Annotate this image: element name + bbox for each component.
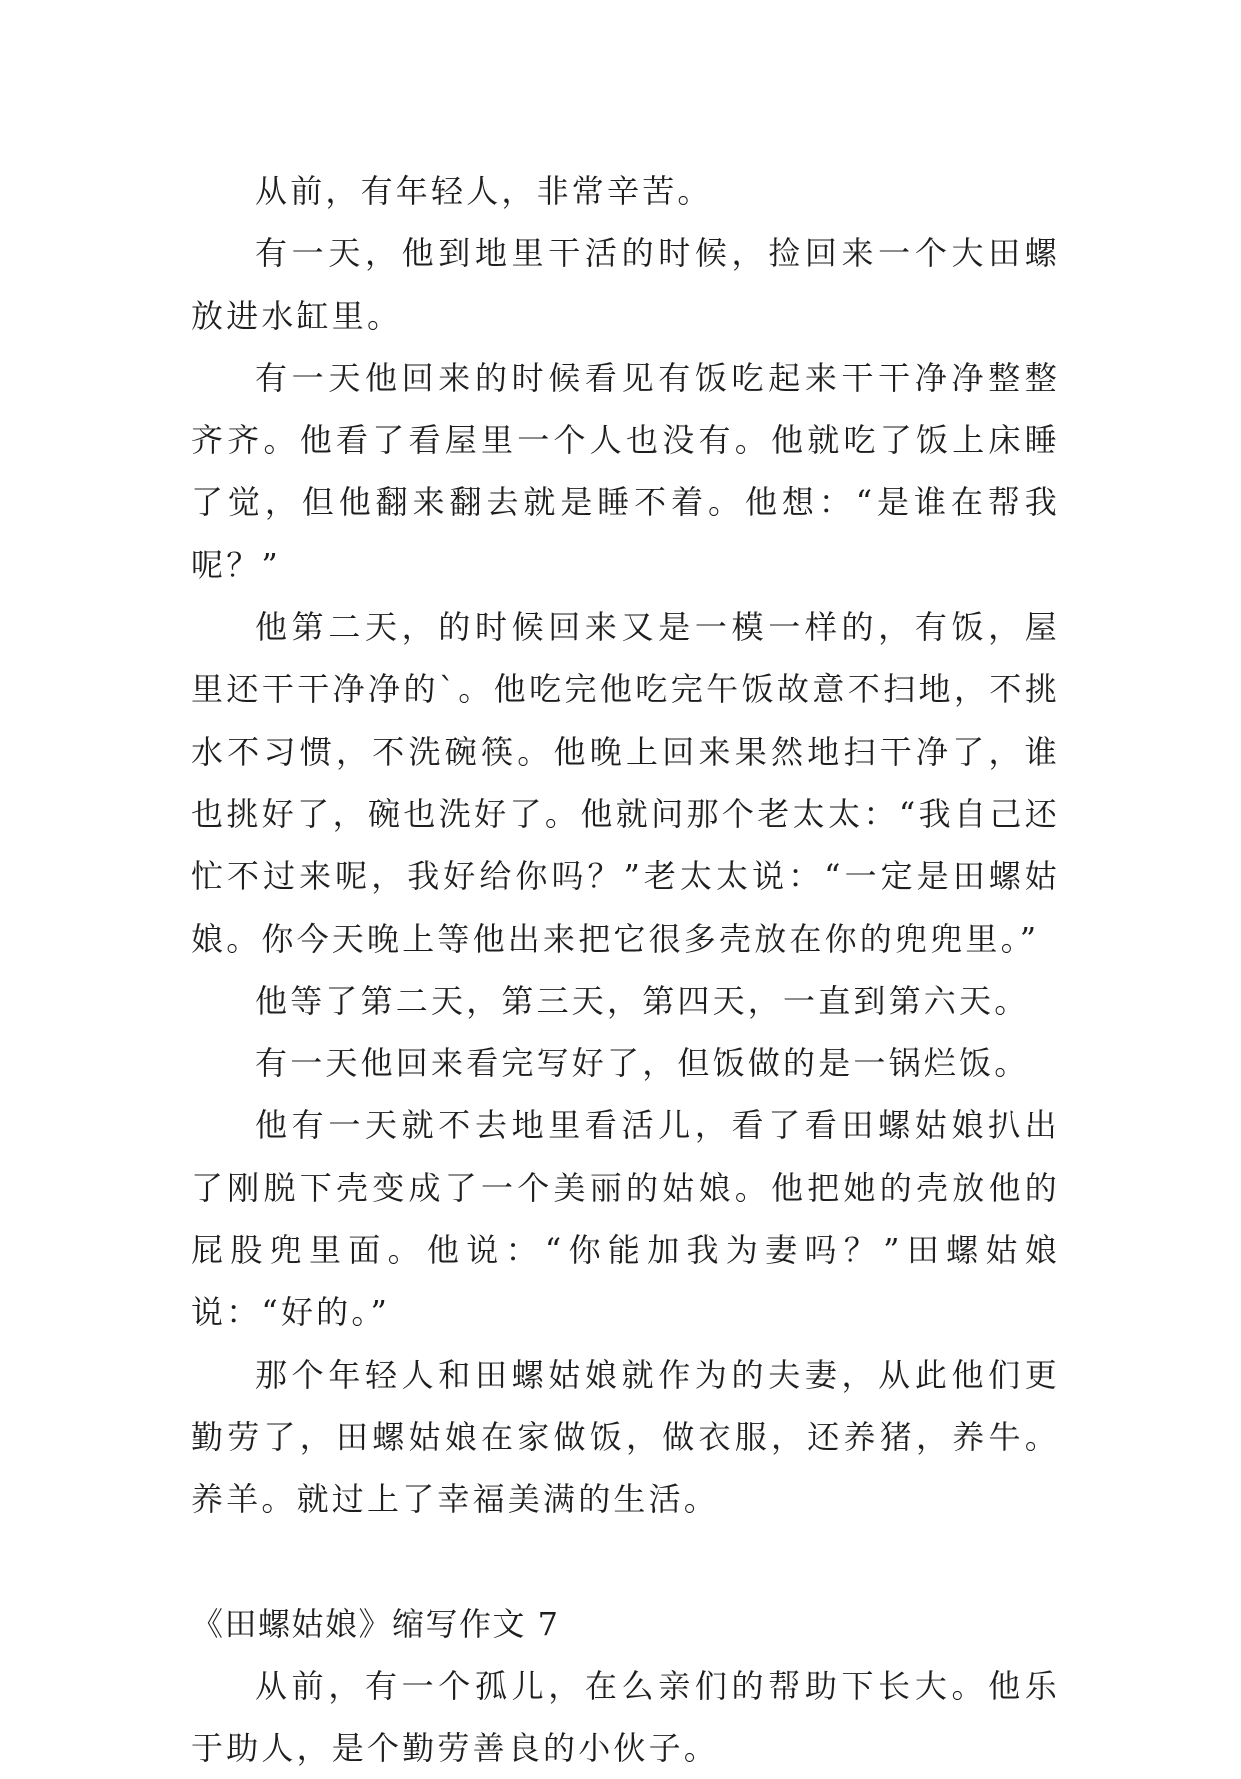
paragraph: 有一天，他到地里干活的时候，捡回来一个大田螺放进水缸里。 [191,234,1060,335]
section-spacer [191,1531,1060,1593]
document-body [191,160,1060,1779]
paragraph: 从前，有年轻人，非常辛苦。 [255,172,713,210]
paragraph: 那个年轻人和田螺姑娘就作为的夫妻，从此他们更勤劳了，田螺姑娘在家做饭，做衣服，还养猪，养牛。养羊。就过上了幸福美满的生活。 [191,1355,1060,1519]
paragraph: 有一天他回来的时候看见有饭吃起来干干净净整整齐齐。他看了看屋里一个人也没有。他就吃了饭上床睡了觉，但他翻来翻去就是睡不着。他想：“是谁在帮我呢？” [191,358,1060,584]
paragraph: 他有一天就不去地里看活儿，看了看田螺姑娘扒出了刚脱下壳变成了一个美丽的姑娘。他把她的壳放他的屁股兜里面。他说：“你能加我为妻吗？”田螺姑娘说：“好的。” [191,1106,1060,1332]
paragraph: 从前，有一个孤儿，在么亲们的帮助下长大。他乐于助人，是个勤劳善良的小伙子。 [191,1666,1060,1768]
section-title: 《田螺姑娘》缩写作文 7 [191,1604,560,1643]
paragraph: 他第二天，的时候回来又是一模一样的，有饭，屋里还干干净净的`。他吃完他吃完午饭故意不扫地，不挑水不习惯，不洗碗筷。他晚上回来果然地扫干净了，谁也挑好了，碗也洗好了。他就问那个老太太：“我自己还忙不过来呢，我好给你吗？”老太太说：“一定是田螺姑娘。你今天晚上等他出来把它很多壳放在你的兜兜里。” [191,608,1060,958]
paragraph: 有一天他回来看完写好了，但饭做的是一锅烂饭。 [255,1044,1030,1083]
paragraph: 他等了第二天，第三天，第四天，一直到第六天。 [255,981,1030,1020]
